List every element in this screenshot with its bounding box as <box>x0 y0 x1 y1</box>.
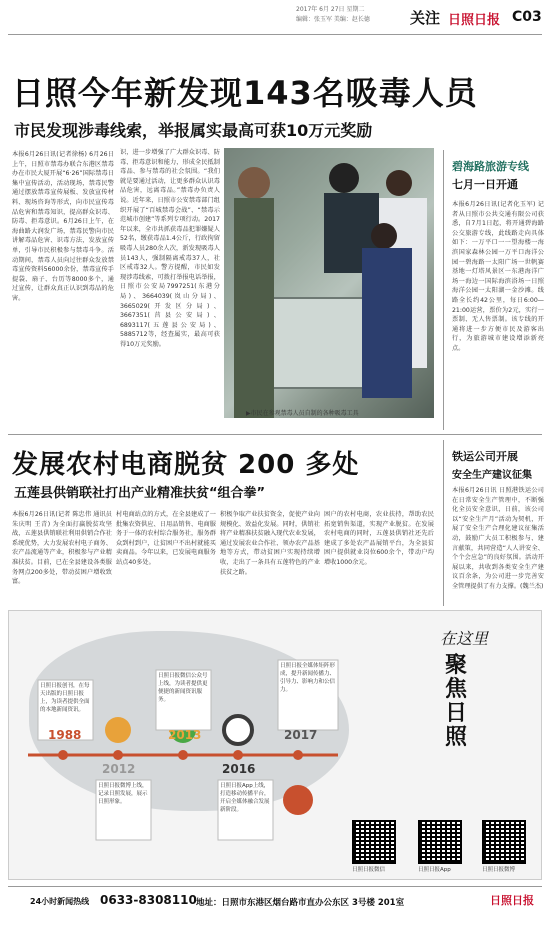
section-rule <box>8 434 542 435</box>
qr-code-weibo <box>482 820 526 864</box>
lead-col-2: 识，进一步增强了广大群众识毒、防毒、拒毒意识和能力，形成全民抵制毒品、参与禁毒的社会氛围。“我们就是要通过活动，让更多群众认识毒品危害，远离毒品。”禁毒办负责人说。近年来，日照市公安禁毒部门组织开展了“百城禁毒会战”、“禁毒示范城市创建”等系列专项行动。2017年以来，全市共抓获毒品犯罪嫌疑人52名，缴获毒品1.4公斤，行政拘留吸毒人员280余人次，新发现吸毒人员143人，强制隔离戒毒37人，社区戒毒32人。警方提醒，市民如发现涉毒线索，可拨打举报电话举报，日照市公安局7997251(东港分局)、3664039(岚山分局)、3665029(开发区分局)、3667351(莒县公安局)、6893117(五莲县公安局)、5885712等，经查属实，最高可获得10万元奖励。 <box>120 149 220 348</box>
second-subhead: 五莲县供销联社打出产业精准扶贫“组合拳” <box>14 486 266 501</box>
second-col-1: 本报6月26日讯(记者 陈忠伟 通讯员 朱庆明 王青) 为全面打赢脱贫攻坚战，五莲县供销联社利用供销合作社系统优势，大力发展农村电子商务、农产品流通等产业，积极参与产业精准扶贫。目前，已在全县建设各类服务网点200多处，带动贫困户增收致富。 <box>12 511 112 586</box>
second-col-2: 村电商站点的方式，在全县建成了一批集农资供应、日用品销售、电商服务于一体的农村综合服务社，服务群众到村到户，让贫困户不出村就能买卖商品。今年以来，已发展电商服务站点40多处。 <box>116 511 216 566</box>
year-2017: 2017 <box>284 728 318 742</box>
hotline-label: 24小时新闻热线 <box>30 897 90 906</box>
lead-headline: 日照今年新发现143名吸毒人员 <box>12 74 478 112</box>
qr-label-app: 日照日报App <box>418 867 451 873</box>
year-2013: 2013 <box>168 728 202 742</box>
sidebar2-subhead: 安全生产建议征集 <box>452 470 532 481</box>
second-col-3: 积极争取产业扶贫资金，促使产业向规模化、效益化发展。同时，供销社将产业精准扶贫融入现代农业发展，通过发展农业合作社、领办农产品基地等方式，带动贫困户实现持续增收，走出了一条具有五莲特色的产业扶贫之路。 <box>220 511 320 576</box>
sidebar1-text: 本报6月26日讯(记者化玉军) 记者从日照市公共交通有限公司获悉，自7月1日起，将开通碧海路公交旅游专线，此线路走向具体如下：一万平口一一望海楼一海滨国家森林公园一万平口海洋公园一碧海路一太阳广场一世帆赛基地一灯塔风景区一东港海洋广场一海边一国际海滨浴场一日照海洋公园一太阳湖一金沙滩。线路全长约42公里，每日6:00—21:00运营，票价为2元，实行一票制、无人售票制。该专线的开通将进一步方便市民及游客出行，为旅游城市建设增添新亮点。 <box>452 201 544 352</box>
lead-subhead: 市民发现涉毒线索，举报属实最高可获10万元奖励 <box>14 121 373 140</box>
paper-logo: 日照日报 <box>448 13 501 28</box>
column-divider-2 <box>443 440 444 606</box>
header-date: 2017年 6月 27日 星期二 <box>296 6 365 13</box>
hotline-number: 0633-8308110 <box>100 893 197 907</box>
page-number: C03 <box>512 9 542 25</box>
timeline-note-2: 日照日报微博上线，记录日照发展，展示日照形象。 <box>98 783 148 805</box>
year-2016: 2016 <box>222 762 256 776</box>
header-editors: 编辑：张玉军 美编：赵长德 <box>296 16 370 23</box>
year-2012: 2012 <box>102 762 136 776</box>
second-headline: 发展农村电商脱贫 200 多处 <box>12 450 360 480</box>
lead-photo-figures <box>224 148 434 418</box>
footer-address: 地址：日照市东港区烟台路市直办公东区 3号楼 201室 <box>196 898 405 908</box>
second-col-4: 困户的农村电商，农业扶持，帮助农民拓宽销售渠道，实现产业脱贫。在发展农村电商的同时，五莲县供销社还先后建成了多处农产品展销平台，为全县贫困户提供就业岗位600余个，带动户均增收1000余元。 <box>324 511 434 566</box>
footer-logo: 日照日报 <box>490 894 534 907</box>
lead-photo <box>224 148 434 418</box>
promo-stamp: 在这里 <box>440 629 489 648</box>
sidebar2-text: 本报6月26日讯 日照港铁运公司在日常安全生产管理中，不断强化全员安全意识，日前，该公司以“安全生产月”活动为契机，开展了安全生产合理化建议征集活动，鼓励广大员工积极参与、建言献策，共同营造“人人讲安全、个个会应急”的良好氛围。活动开展以来，共收到各类安全生产建议百余条，为公司进一步完善安全管理提供了有力支撑。(魏兰杰) <box>452 487 544 590</box>
qr-label-wechat: 日照日报微信 <box>352 867 386 873</box>
column-divider-1 <box>443 150 444 430</box>
year-1988: 1988 <box>48 728 82 742</box>
qr-code-wechat <box>352 820 396 864</box>
footer-rule <box>8 886 542 887</box>
timeline-note-5: 日照日报全媒体矩阵形成，提升新闻传播力、引导力、影响力和公信力。 <box>280 663 336 693</box>
sidebar2-headline: 铁运公司开展 <box>452 450 518 463</box>
promo-big-title: 聚焦日照 <box>444 653 467 750</box>
sidebar1-subhead: 七月一日开通 <box>452 178 518 191</box>
sidebar1-headline: 碧海路旅游专线 <box>452 160 529 173</box>
qr-label-weibo: 日照日报微博 <box>482 867 516 873</box>
timeline-note-4: 日照日报App上线，打造移动传播平台，开启全媒体融合发展新阶段。 <box>220 783 270 813</box>
qr-code-app <box>418 820 462 864</box>
section-name: 关注 <box>410 9 441 27</box>
timeline-note-3: 日照日报微信公众号上线，为读者提供更便捷的新闻资讯服务。 <box>158 673 208 703</box>
timeline-note-1: 日照日报创刊，在每天出版的日照日报上，为读者提供全面的本地新闻资讯。 <box>40 683 90 713</box>
lead-photo-caption: ▶市民在参观禁毒人员自制的各种吸毒工具 <box>246 410 359 417</box>
header-rule <box>8 34 542 35</box>
lead-col-1: 本报6月26日讯(记者徐杨) 6月26日上午，日照市禁毒办联合东港区禁毒办在市民大厦开展“6·26”国际禁毒日集中宣传活动，活动现场，禁毒民警通过摆放禁毒宣传展板、发放宣传材料、现场咨询等形式，向市民宣传毒品危害和禁毒知识，提高群众识毒、防毒、拒毒意识。6月26日上午，在海曲路大润发广场，禁毒民警向市民讲解毒品危害、识毒方法，发放宣传单，引导市民积极参与禁毒斗争。活动期间，禁毒人员向过往群众发放禁毒宣传资料56000余份，禁毒宣传手提袋、扇子、台历等8000多个，通过宣传，让群众真正认识到毒品的危害。 <box>12 151 114 302</box>
